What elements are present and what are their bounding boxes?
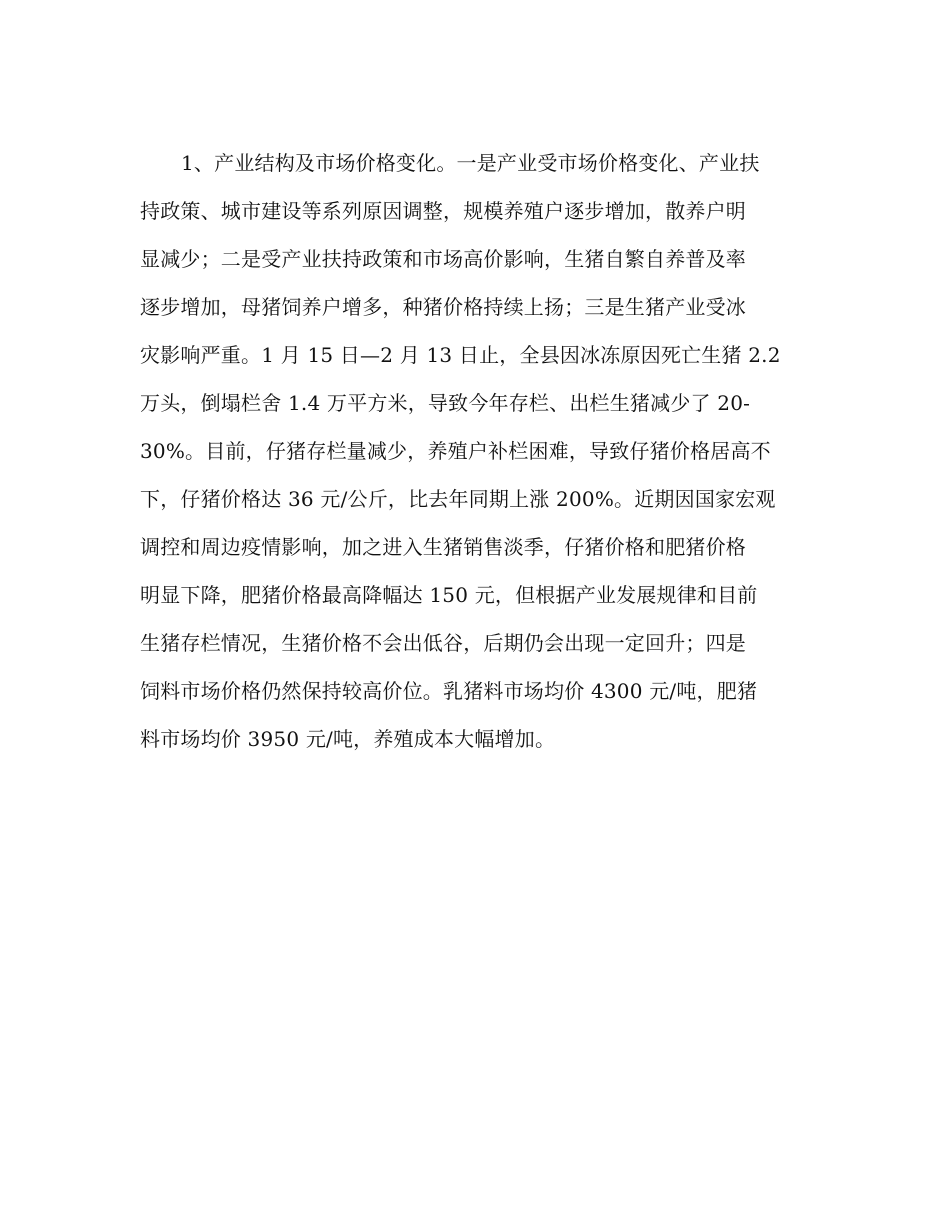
paragraph-line: 灾影响严重。1 月 15 日—2 月 13 日止，全县因冰冻原因死亡生猪 2.2	[140, 343, 781, 367]
paragraph-line: 生猪存栏情况，生猪价格不会出低谷，后期仍会出现一定回升；四是	[140, 631, 746, 655]
body-paragraph	[140, 139, 820, 763]
paragraph-line: 30%。目前，仔猪存栏量减少，养殖户补栏困难，导致仔猪价格居高不	[140, 439, 771, 463]
paragraph-line: 持政策、城市建设等系列原因调整，规模养殖户逐步增加，散养户明	[140, 199, 746, 223]
paragraph-line: 调控和周边疫情影响，加之进入生猪销售淡季，仔猪价格和肥猪价格	[140, 535, 746, 559]
paragraph-line: 料市场均价 3950 元/吨，养殖成本大幅增加。	[140, 727, 556, 751]
paragraph-line: 显减少；二是受产业扶持政策和市场高价影响，生猪自繁自养普及率	[140, 247, 746, 271]
paragraph-line: 逐步增加，母猪饲养户增多，种猪价格持续上扬；三是生猪产业受冰	[140, 295, 746, 319]
paragraph-line: 明显下降，肥猪价格最高降幅达 150 元，但根据产业发展规律和目前	[140, 583, 758, 607]
paragraph-line: 下，仔猪价格达 36 元/公斤，比去年同期上涨 200%。近期因国家宏观	[140, 487, 776, 511]
paragraph-line: 万头，倒塌栏舍 1.4 万平方米，导致今年存栏、出栏生猪减少了 20-	[140, 391, 751, 415]
paragraph-line: 饲料市场价格仍然保持较高价位。乳猪料市场均价 4300 元/吨，肥猪	[140, 679, 758, 703]
paragraph-line: 1、产业结构及市场价格变化。一是产业受市场价格变化、产业扶	[181, 151, 760, 175]
